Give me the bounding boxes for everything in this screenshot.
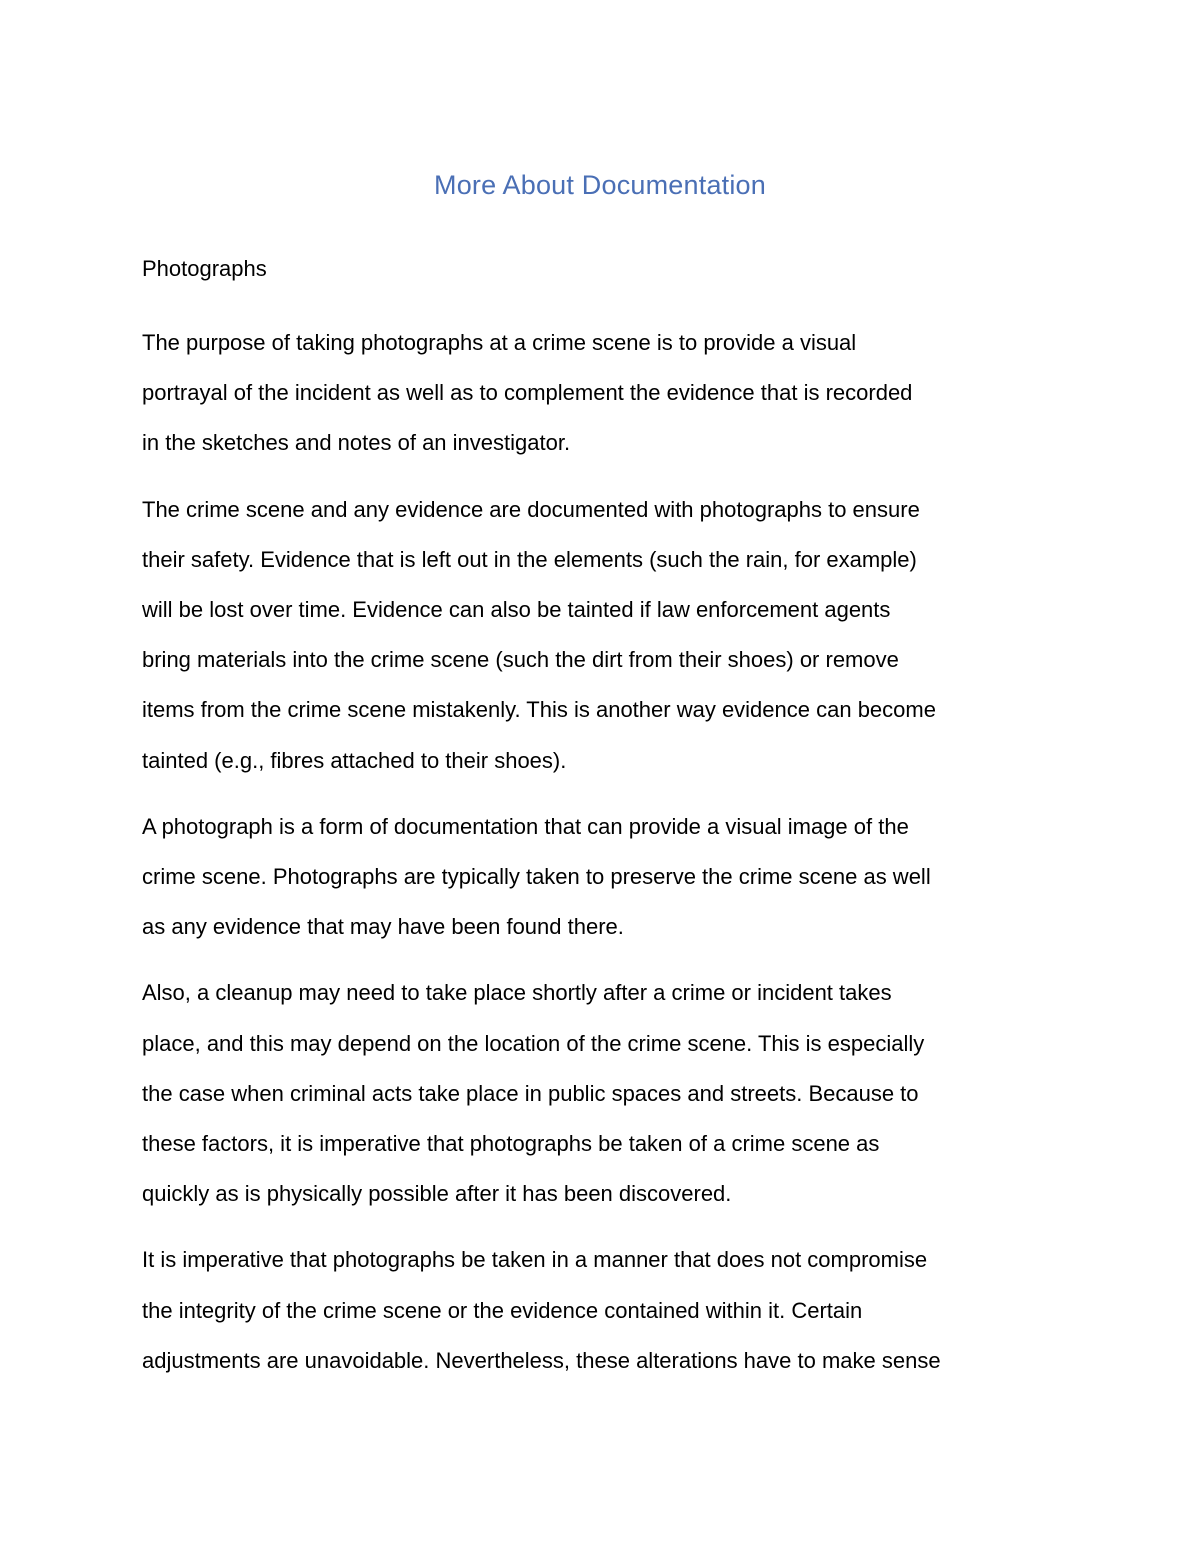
paragraph-line: The crime scene and any evidence are documented with photographs to ensure: [142, 496, 920, 522]
paragraph-5: [142, 1235, 1057, 1386]
section-heading: Photographs: [142, 256, 267, 281]
paragraph-line: bring materials into the crime scene (such the dirt from their shoes) or remove: [142, 647, 899, 673]
paragraph-line: crime scene. Photographs are typically taken to preserve the crime scene as well: [142, 864, 931, 890]
paragraph-line: tainted (e.g., fibres attached to their shoes).: [142, 747, 567, 773]
paragraph-line: these factors, it is imperative that photographs be taken of a crime scene as: [142, 1131, 880, 1157]
paragraph-line: A photograph is a form of documentation that can provide a visual image of the: [142, 813, 909, 839]
paragraph-4: [142, 968, 1057, 1219]
paragraph-line: quickly as is physically possible after it has been discovered.: [142, 1181, 732, 1207]
paragraph-line: It is imperative that photographs be taken in a manner that does not compromise: [142, 1247, 928, 1273]
paragraph-line: place, and this may depend on the location of the crime scene. This is especially: [142, 1030, 925, 1056]
page-title: More About Documentation: [434, 170, 766, 200]
paragraph-3: [142, 802, 1057, 953]
paragraph-line: their safety. Evidence that is left out in the elements (such the rain, for example): [142, 546, 917, 572]
paragraph-line: portrayal of the incident as well as to complement the evidence that is recorded: [142, 380, 913, 406]
paragraph-line: as any evidence that may have been found there.: [142, 914, 624, 940]
paragraph-line: the case when criminal acts take place in public spaces and streets. Because to: [142, 1080, 919, 1106]
paragraph-line: adjustments are unavoidable. Nevertheless, these alterations have to make sense: [142, 1347, 941, 1373]
paragraph-line: items from the crime scene mistakenly. This is another way evidence can become: [142, 697, 936, 723]
paragraph-line: in the sketches and notes of an investigator.: [142, 430, 571, 456]
paragraph-2: [142, 485, 1057, 786]
paragraph-line: The purpose of taking photographs at a crime scene is to provide a visual: [142, 330, 857, 355]
document-body: [142, 252, 1057, 1402]
paragraph-line: will be lost over time. Evidence can also be tainted if law enforcement agents: [142, 597, 891, 623]
paragraph-1: [142, 318, 1057, 469]
paragraph-line: the integrity of the crime scene or the evidence contained within it. Certain: [142, 1297, 863, 1323]
paragraph-line: Also, a cleanup may need to take place shortly after a crime or incident takes: [142, 980, 892, 1006]
